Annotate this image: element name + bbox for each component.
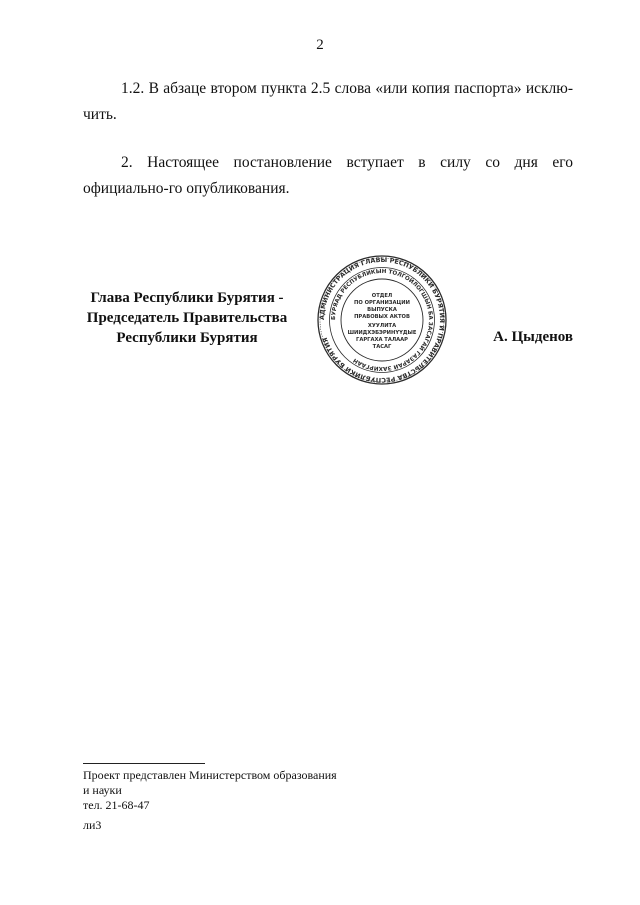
footer-prepared-by: Проект представлен Министерством образования bbox=[83, 768, 337, 782]
footer-phone: тел. 21-68-47 bbox=[83, 798, 150, 812]
seal-center-line: ШИИДХЭБЭРИНҮҮДЫЕ bbox=[347, 330, 417, 336]
footer-prepared-by-cont: и науки bbox=[83, 783, 122, 797]
page-number: 2 bbox=[316, 37, 324, 53]
seal-center-line: ХУУЛИТА bbox=[367, 323, 397, 329]
signatory-title-line-2: Председатель Правительства bbox=[86, 310, 288, 326]
signatory-name: А. Цыденов bbox=[493, 329, 573, 345]
paragraph-1: 1.2. В абзаце втором пункта 2.5 слова «или копия паспорта» исклю-чить. bbox=[83, 80, 573, 123]
seal-center-line: ПО ОРГАНИЗАЦИИ bbox=[354, 300, 410, 306]
seal-inner-text: БУРЯАД РЕСПУБЛИКЫН ТОЛГОЙЛОГШЫН БА ЗАСАГАЙ ГАЗАРАЙ ЗАХИРГААН bbox=[330, 268, 434, 372]
footer-code: ли3 bbox=[83, 818, 102, 832]
signatory-title-line-3: Республики Бурятия bbox=[116, 330, 258, 346]
official-seal bbox=[316, 254, 448, 386]
seal-center-line: ОТДЕЛ bbox=[371, 293, 393, 299]
signatory-title-line-1: Глава Республики Бурятия - bbox=[90, 290, 284, 306]
seal-center-line: ПРАВОВЫХ АКТОВ bbox=[354, 314, 410, 320]
paragraph-2: 2. Настоящее постановление вступает в силу со дня его официально-го опубликования. bbox=[83, 154, 573, 197]
footnote-divider bbox=[83, 763, 205, 764]
seal-center-line: ВЫПУСКА bbox=[367, 307, 397, 313]
seal-center-line: ТАСАГ bbox=[372, 344, 392, 350]
seal-center-line: ГАРГАХА ТАЛААР bbox=[356, 337, 408, 343]
seal-outer-text: АДМИНИСТРАЦИЯ ГЛАВЫ РЕСПУБЛИКИ БУРЯТИЯ И ПРАВИТЕЛЬСТВА РЕСПУБЛИКИ БУРЯТИЯ bbox=[317, 255, 447, 385]
signatory-title bbox=[72, 288, 302, 348]
